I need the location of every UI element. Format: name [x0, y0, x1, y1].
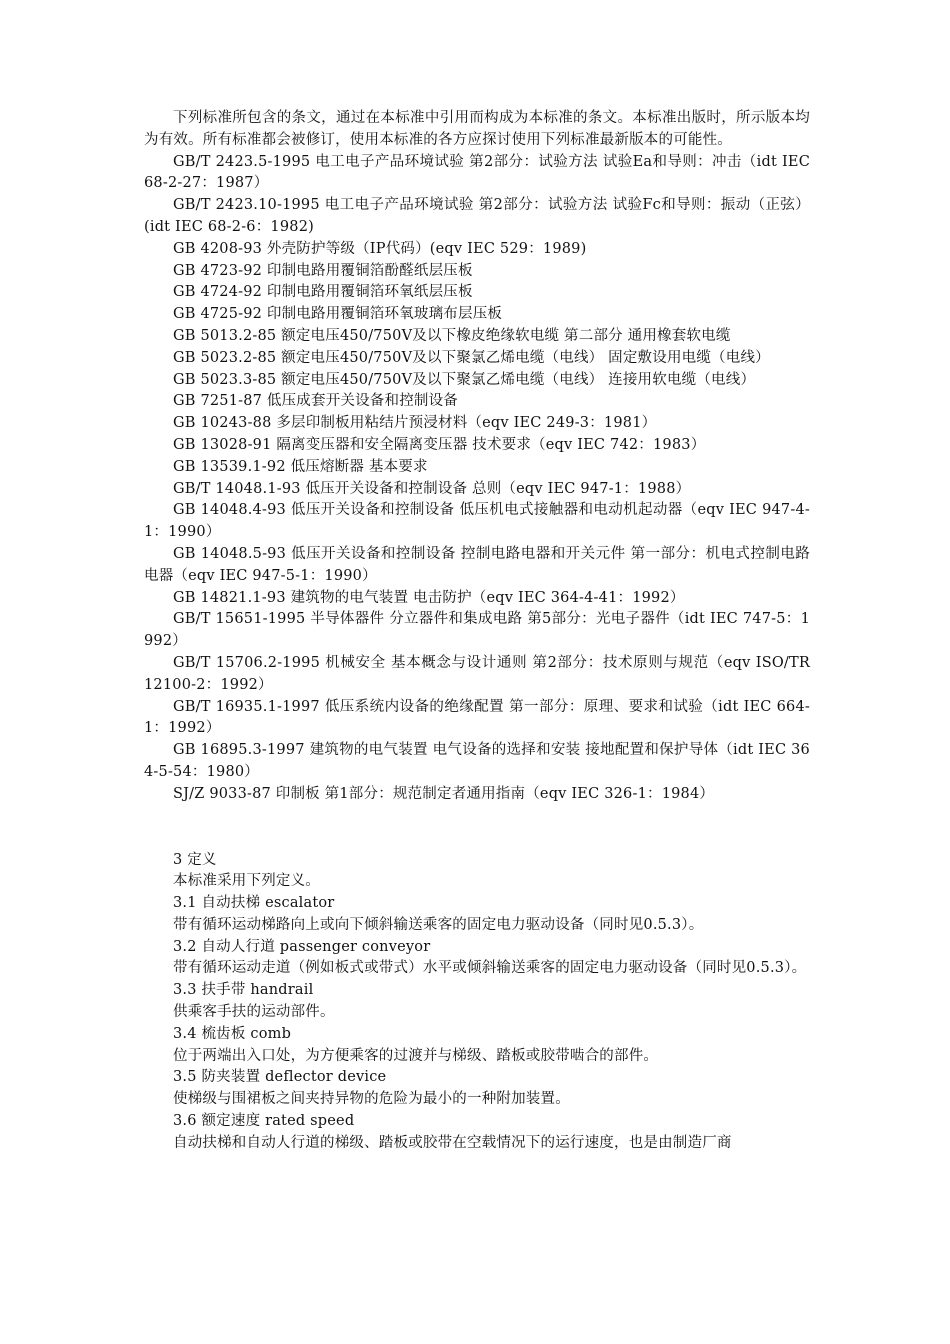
reference-item: GB/T 15706.2-1995 机械安全 基本概念与设计通则 第2部分：技术原则与规范（eqv ISO/TR 12100-2：1992） [144, 654, 810, 693]
reference-item: GB 14048.4-93 低压开关设备和控制设备 低压机电式接触器和电动机起动器（eqv IEC 947-4-1：1990） [144, 502, 810, 541]
reference-item: GB 5023.3-85 额定电压450/750V及以下聚氯乙烯电缆（电线） 连接用软电缆（电线） [173, 371, 756, 388]
section-title: 3 定义 [173, 851, 217, 868]
reference-item: GB/T 2423.5-1995 电工电子产品环境试验 第2部分：试验方法 试验Ea和导则：冲击（idt IEC 68-2-27：1987） [144, 153, 810, 192]
definition-term: 3.2 自动人行道 passenger conveyor [173, 938, 431, 955]
definitions-section [144, 850, 810, 1155]
reference-item: GB 14048.5-93 低压开关设备和控制设备 控制电路电器和开关元件 第一部分：机电式控制电路电器（eqv IEC 947-5-1：1990） [144, 545, 810, 584]
reference-item: GB 5023.2-85 额定电压450/750V及以下聚氯乙烯电缆（电线） 固定敷设用电缆（电线） [173, 349, 770, 366]
definition-term: 3.6 额定速度 rated speed [173, 1113, 355, 1130]
reference-item: GB 4724-92 印制电路用覆铜箔环氧纸层压板 [173, 284, 473, 301]
document-page [144, 108, 810, 1155]
reference-item: GB 13028-91 隔离变压器和安全隔离变压器 技术要求（eqv IEC 742：1983） [173, 436, 706, 453]
section-intro: 本标准采用下列定义。 [173, 873, 320, 890]
reference-item: GB 16895.3-1997 建筑物的电气装置 电气设备的选择和安装 接地配置和保护导体（idt IEC 364-5-54：1980） [144, 742, 810, 780]
intro-paragraph: 下列标准所包含的条文，通过在本标准中引用而构成为本标准的条文。本标准出版时，所示版本均为有效。所有标准都会被修订，使用本标准的各方应探讨使用下列标准最新版本的可能性。 [144, 110, 810, 148]
reference-item: SJ/Z 9033-87 印制板 第1部分：规范制定者通用指南（eqv IEC 326-1：1984） [173, 785, 715, 802]
definition-term: 3.5 防夹装置 deflector device [173, 1069, 387, 1086]
definition-text: 供乘客手扶的运动部件。 [173, 1004, 335, 1021]
normative-references-list [144, 152, 810, 806]
reference-item: GB/T 14048.1-93 低压开关设备和控制设备 总则（eqv IEC 947-1：1988） [173, 480, 691, 497]
reference-item: GB 13539.1-92 低压熔断器 基本要求 [173, 458, 428, 475]
reference-item: GB 14821.1-93 建筑物的电气装置 电击防护（eqv IEC 364-4-41：1992） [173, 589, 685, 606]
reference-item: GB/T 16935.1-1997 低压系统内设备的绝缘配置 第一部分：原理、要求和试验（idt IEC 664-1：1992） [144, 698, 810, 737]
reference-item: GB 4208-93 外壳防护等级（IP代码）(eqv IEC 529：1989) [173, 240, 587, 257]
definition-text: 使梯级与围裙板之间夹持异物的危险为最小的一种附加装置。 [173, 1091, 570, 1108]
reference-item: GB 7251-87 低压成套开关设备和控制设备 [173, 393, 459, 410]
reference-item: GB 5013.2-85 额定电压450/750V及以下橡皮绝缘软电缆 第二部分 通用橡套软电缆 [173, 327, 731, 344]
definition-text: 带有循环运动梯路向上或向下倾斜输送乘客的固定电力驱动设备（同时见0.5.3）。 [173, 916, 704, 933]
reference-item: GB/T 2423.10-1995 电工电子产品环境试验 第2部分：试验方法 试验Fc和导则：振动（正弦）(idt IEC 68-2-6：1982) [144, 197, 810, 235]
definition-text: 自动扶梯和自动人行道的梯级、踏板或胶带在空载情况下的运行速度，也是由制造厂商 [173, 1134, 732, 1151]
definition-term: 3.3 扶手带 handrail [173, 982, 314, 999]
reference-item: GB 10243-88 多层印制板用粘结片预浸材料（eqv IEC 249-3：1981） [173, 415, 657, 432]
definition-term: 3.1 自动扶梯 escalator [173, 895, 335, 912]
definition-text: 带有循环运动走道（例如板式或带式）水平或倾斜输送乘客的固定电力驱动设备（同时见0.5.3）。 [173, 960, 807, 977]
definition-text: 位于两端出入口处，为方便乘客的过渡并与梯级、踏板或胶带啮合的部件。 [173, 1047, 659, 1064]
reference-item: GB/T 15651-1995 半导体器件 分立器件和集成电路 第5部分：光电子器件（idt IEC 747-5：1992） [144, 611, 810, 650]
section-spacer [144, 806, 810, 850]
reference-item: GB 4725-92 印制电路用覆铜箔环氧玻璃布层压板 [173, 306, 503, 323]
definition-term: 3.4 梳齿板 comb [173, 1025, 292, 1042]
reference-item: GB 4723-92 印制电路用覆铜箔酚醛纸层压板 [173, 262, 473, 279]
